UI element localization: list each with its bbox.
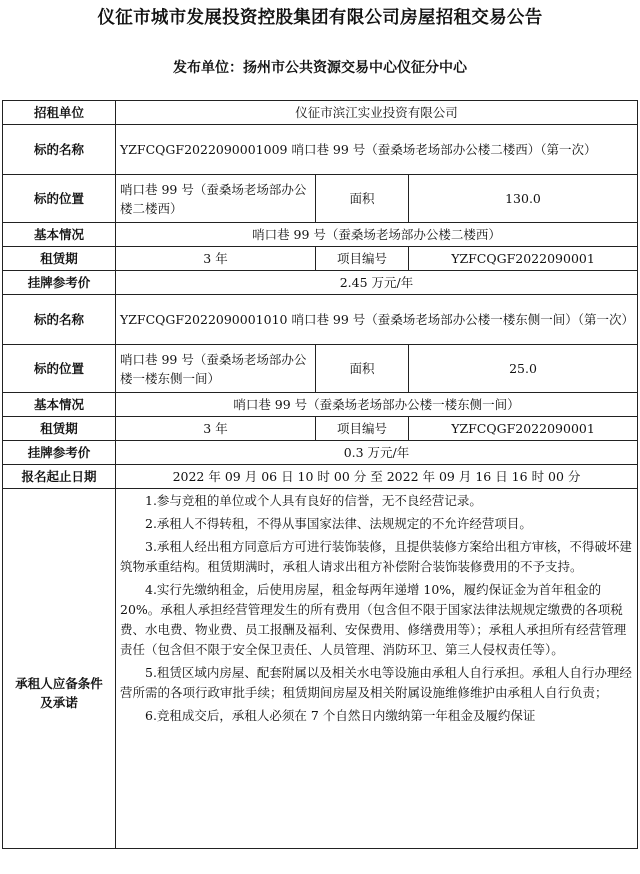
conditions-text <box>116 489 638 849</box>
row-basic-info-1 <box>3 223 638 247</box>
label-basic-info: 基本情况 <box>3 393 116 417</box>
basic-info-value: 哨口巷 99 号（蚕桑场老场部办公楼一楼东侧一间） <box>116 393 638 417</box>
row-target-name-2 <box>3 295 638 345</box>
row-target-name-1 <box>3 125 638 175</box>
row-lease-term-1 <box>3 247 638 271</box>
label-area: 面积 <box>316 175 409 223</box>
label-target-location: 标的位置 <box>3 175 116 223</box>
row-listing-price-1 <box>3 271 638 295</box>
condition-item: 2.承租人不得转租，不得从事国家法律、法规规定的不允许经营项目。 <box>145 516 532 531</box>
listing-price-value: 0.3 万元/年 <box>116 441 638 465</box>
project-no-value: YZFCQGF2022090001 <box>409 247 638 271</box>
basic-info-value: 哨口巷 99 号（蚕桑场老场部办公楼二楼西） <box>116 223 638 247</box>
listing-price-value: 2.45 万元/年 <box>116 271 638 295</box>
row-listing-price-2 <box>3 441 638 465</box>
target-name-value: YZFCQGF2022090001009 哨口巷 99 号（蚕桑场老场部办公楼二楼西）（第一次） <box>116 125 638 175</box>
condition-item: 3.承租人经出租方同意后方可进行装饰装修，且提供装修方案给出租方审核，不得破坏建筑物承重结构。租赁期满时，承租人请求出租方补偿附合装饰装修费用的不予支持。 <box>120 539 632 574</box>
label-conditions-line1: 承租人应备条件 <box>15 676 103 691</box>
label-lease-term: 租赁期 <box>3 417 116 441</box>
row-period <box>3 465 638 489</box>
target-name-value: YZFCQGF2022090001010 哨口巷 99 号（蚕桑场老场部办公楼一楼东侧一间）（第一次） <box>116 295 638 345</box>
condition-item: 4.实行先缴纳租金，后使用房屋，租金每两年递增 10%，履约保证金为首年租金的 20%。承租人承担经营管理发生的所有费用（包含但不限于国家法律法规规定缴费的各项税费、水电费、物业费、员工报酬及福利、安保费用、修缮费用等）；承租人承担所有经营管理责任（包含但不限于安全保卫责任、人员管理、消防环卫、第三人侵权责任等）。 <box>120 582 627 657</box>
label-unit: 招租单位 <box>3 101 116 125</box>
area-value: 25.0 <box>409 345 638 393</box>
area-value: 130.0 <box>409 175 638 223</box>
label-period: 报名起止日期 <box>3 465 116 489</box>
label-listing-price: 挂牌参考价 <box>3 441 116 465</box>
announcement-table <box>2 100 638 849</box>
row-basic-info-2 <box>3 393 638 417</box>
publisher-line: 发布单位：扬州市公共资源交易中心仪征分中心 <box>173 60 467 76</box>
row-target-location-2 <box>3 345 638 393</box>
label-project-no: 项目编号 <box>316 417 409 441</box>
label-target-name: 标的名称 <box>3 125 116 175</box>
row-unit <box>3 101 638 125</box>
label-project-no: 项目编号 <box>316 247 409 271</box>
row-target-location-1 <box>3 175 638 223</box>
label-target-name: 标的名称 <box>3 295 116 345</box>
target-location-value: 哨口巷 99 号（蚕桑场老场部办公楼二楼西） <box>116 175 316 223</box>
unit-value: 仪征市滨江实业投资有限公司 <box>116 101 638 125</box>
target-location-value: 哨口巷 99 号（蚕桑场老场部办公楼一楼东侧一间） <box>116 345 316 393</box>
project-no-value: YZFCQGF2022090001 <box>409 417 638 441</box>
label-conditions <box>3 489 116 849</box>
row-conditions <box>3 489 638 849</box>
condition-item: 6.竞租成交后，承租人必须在 7 个自然日内缴纳第一年租金及履约保证 <box>145 708 536 723</box>
label-listing-price: 挂牌参考价 <box>3 271 116 295</box>
label-conditions-line2: 及承诺 <box>40 695 78 710</box>
label-basic-info: 基本情况 <box>3 223 116 247</box>
condition-item: 1.参与竞租的单位或个人具有良好的信誉，无不良经营记录。 <box>145 493 482 508</box>
page-title: 仪征市城市发展投资控股集团有限公司房屋招租交易公告 <box>97 8 543 28</box>
row-lease-term-2 <box>3 417 638 441</box>
label-area: 面积 <box>316 345 409 393</box>
label-lease-term: 租赁期 <box>3 247 116 271</box>
condition-item: 5.租赁区域内房屋、配套附属以及相关水电等设施由承租人自行承担。承租人自行办理经营所需的各项行政审批手续；租赁期间房屋及相关附属设施维修维护由承租人自行负责； <box>120 665 632 700</box>
period-value: 2022 年 09 月 06 日 10 时 00 分 至 2022 年 09 月 16 日 16 时 00 分 <box>116 465 638 489</box>
label-target-location: 标的位置 <box>3 345 116 393</box>
lease-term-value: 3 年 <box>116 247 316 271</box>
lease-term-value: 3 年 <box>116 417 316 441</box>
